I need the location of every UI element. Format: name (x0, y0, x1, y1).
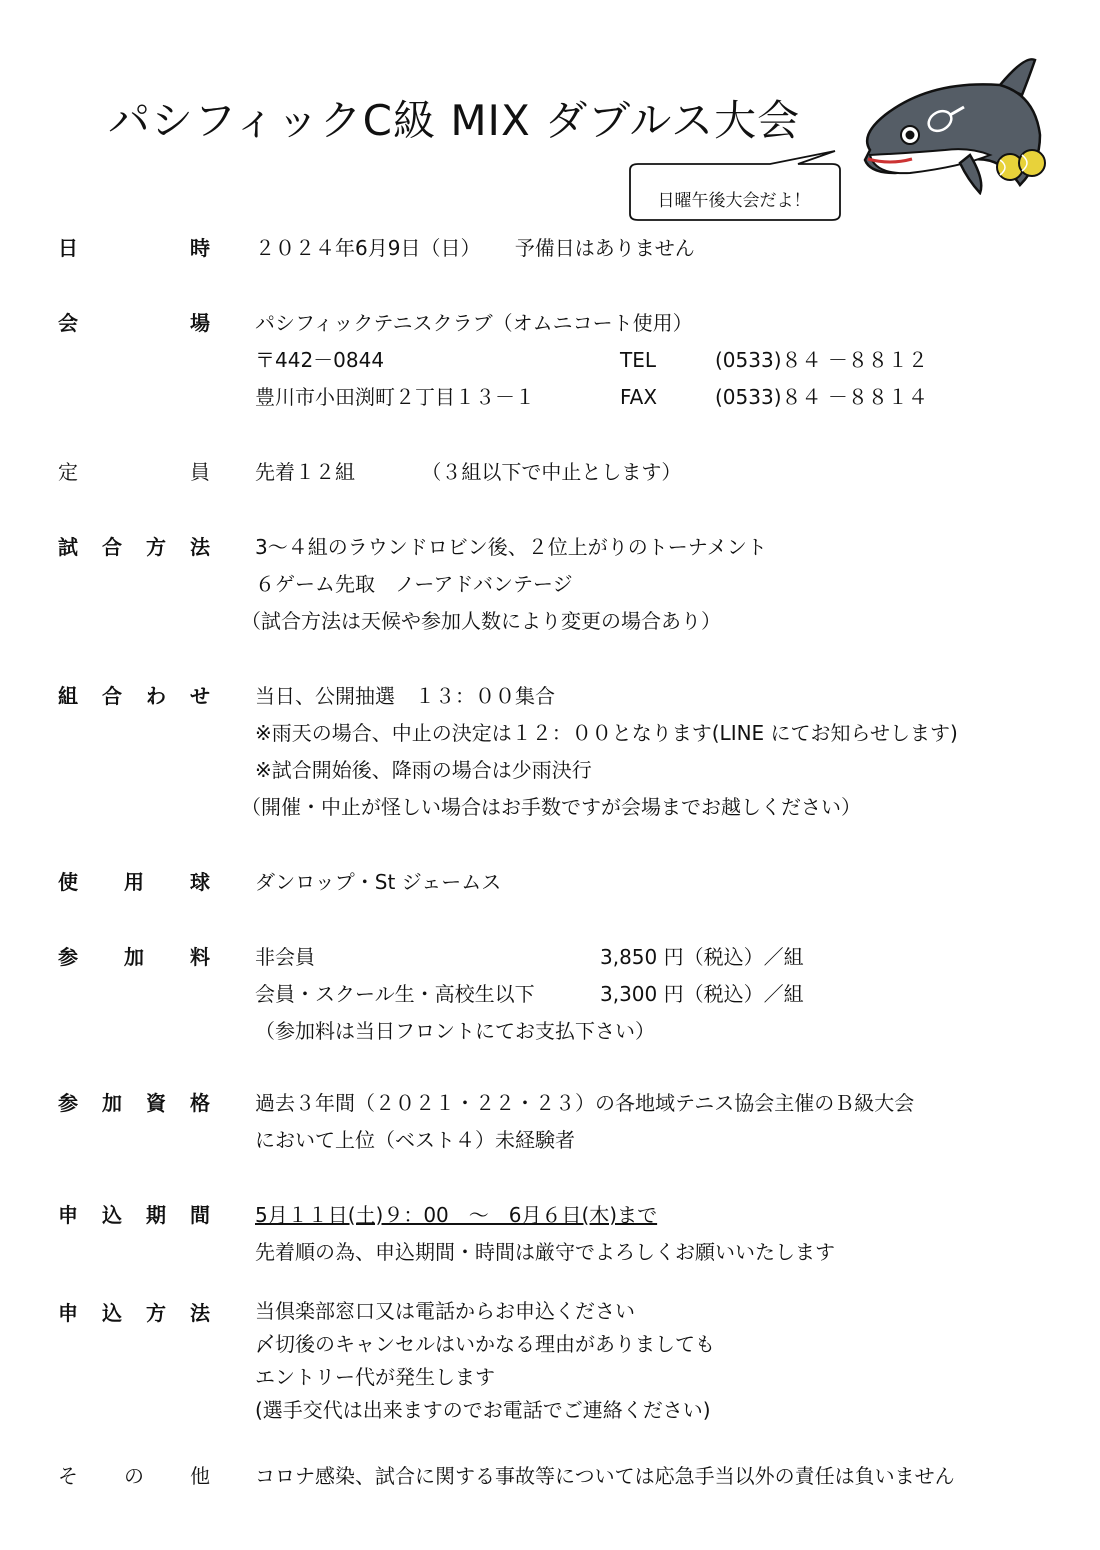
capacity-note: （３組以下で中止とします） (421, 460, 682, 484)
dolphin-mascot-icon (850, 55, 1055, 195)
section-label: 定 員 (58, 460, 210, 484)
other-value: コロナ感染、試合に関する事故等については応急手当以外の責任は負いません (255, 1464, 955, 1488)
section-label: 申 込 期 間 (58, 1203, 210, 1227)
fee-row (255, 939, 1060, 976)
venue-postal: 〒442－0844 (255, 348, 385, 372)
ball-value: ダンロップ・St ジェームス (255, 870, 502, 894)
fax-label: FAX (620, 385, 658, 409)
method-line: 当倶楽部窓口又は電話からお申込ください (255, 1299, 635, 1323)
format-line: ６ゲーム先取 ノーアドバンテージ (255, 572, 573, 596)
fee-row (255, 976, 1060, 1013)
draw-note: （開催・中止が怪しい場合はお手数ですが会場までお越しください） (241, 795, 861, 819)
section-label: 申 込 方 法 (58, 1301, 210, 1325)
section-label: 日 時 (58, 236, 210, 260)
section-label: 参 加 資 格 (58, 1091, 210, 1115)
fee-who: 非会員 (255, 945, 315, 969)
method-line: 〆切後のキャンセルはいかなる理由がありましても (255, 1332, 715, 1356)
fee-price: 3,850 円（税込）／組 (600, 945, 804, 969)
period-range: 5月１１日(土)９：00 ～ 6月６日(木)まで (255, 1203, 658, 1227)
fax-number: (0533)８４ －８８１４ (715, 385, 928, 409)
format-note: （試合方法は天候や参加人数により変更の場合あり） (241, 609, 721, 633)
section-label: そ の 他 (58, 1464, 210, 1488)
venue-name: パシフィックテニスクラブ（オムニコート使用） (255, 311, 693, 335)
tel-label: TEL (620, 348, 656, 372)
section-label: 試 合 方 法 (58, 535, 210, 559)
fee-price: 3,300 円（税込）／組 (600, 982, 804, 1006)
section-label: 参 加 料 (58, 945, 210, 969)
reserve-day-note: 予備日はありません (514, 236, 695, 260)
method-line: (選手交代は出来ますのでお電話でご連絡ください) (255, 1398, 711, 1422)
section-label: 会 場 (58, 311, 210, 335)
capacity-value: 先着１２組 (255, 460, 355, 484)
eligibility-line: 過去３年間（２０２１・２２・２３）の各地域テニス協会主催のＢ級大会 (255, 1091, 915, 1115)
fee-note: （参加料は当日フロントにてお支払下さい） (255, 1019, 655, 1043)
section-label: 組 合 わ せ (58, 684, 210, 708)
draw-line: 当日、公開抽選 １３：００集合 (255, 684, 555, 708)
method-line: エントリー代が発生します (255, 1365, 495, 1389)
venue-address: 豊川市小田渕町２丁目１３－１ (255, 385, 535, 409)
speech-bubble-text: 日曜午後大会だよ！ (657, 191, 811, 211)
draw-line: ※雨天の場合、中止の決定は１２：００となります(LINE にてお知らせします) (255, 721, 958, 745)
fee-who: 会員・スクール生・高校生以下 (255, 982, 535, 1006)
page-title: パシフィックC級 MIX ダブルス大会 (108, 96, 801, 145)
tel-number: (0533)８４ －８８１２ (715, 348, 928, 372)
event-date: ２０２４年6月9日（日） (255, 236, 481, 260)
section-label: 使 用 球 (58, 870, 210, 894)
draw-line: ※試合開始後、降雨の場合は少雨決行 (255, 758, 592, 782)
format-line: 3～４組のラウンドロビン後、２位上がりのトーナメント (255, 535, 767, 559)
period-note: 先着順の為、申込期間・時間は厳守でよろしくお願いいたします (255, 1240, 835, 1264)
eligibility-line: において上位（ベスト４）未経験者 (255, 1128, 575, 1152)
